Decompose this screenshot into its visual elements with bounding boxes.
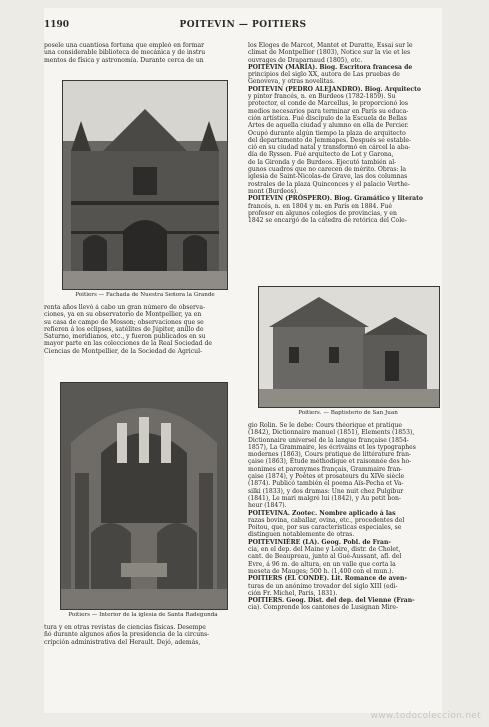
church-interior-illustration — [61, 383, 227, 609]
text-line: Dictionnaire universel de la langue française (1854- — [248, 436, 409, 444]
text-line: profesor en algunos colegios de provincias, y en — [248, 209, 397, 217]
text-line: POITEVINIÈRE (LA). Geog. Pobl. de Fran- — [248, 538, 391, 546]
text-line: Evre, á 96 m. de altura, en un valle que corta la — [248, 560, 396, 568]
text-line: ñó durante algunos años la presidencia de la circuns- — [44, 631, 210, 639]
figure-baptistery-photo — [258, 286, 440, 408]
text-line: meseta de Mauges; 500 h. (1,400 con el mun.). — [248, 567, 394, 575]
text-line: (1842), Dictionnaire manuel (1851), Elements (1853), — [248, 429, 415, 437]
text-line: climat de Montpellier (1803), Notice sur la vie et les — [248, 49, 411, 57]
right-column-bottom-text — [248, 422, 442, 614]
text-line: modernes (1863), Cours pratique de littérature fran- — [248, 451, 412, 459]
text-line: POITEVIN (MARÍA). Biog. Escritora francesa de — [248, 63, 413, 71]
left-column-middle-text — [44, 304, 240, 358]
baptistery-illustration — [259, 287, 439, 407]
text-line: cant. de Beaupreau, junto al Gué-Aussant, afl. del — [248, 553, 402, 561]
text-line: los Eloges de Marcot, Mantet et Duratte, Essai sur le — [248, 42, 413, 49]
text-line: mont (Burdeos). — [248, 187, 299, 195]
text-line: Artes de aquella ciudad y alumno en ella de Percier. — [248, 122, 409, 130]
text-line: razas bovina, caballar, ovina, etc., procedentes del — [248, 516, 405, 524]
text-line: 1857), La Grammaire, les écrivains et les typographes — [248, 443, 416, 451]
text-line: distinguen notablemente de otras. — [248, 531, 355, 539]
text-line: (1874). Publicó también el poema Aïs-Pecha et Va- — [248, 480, 404, 488]
text-line: posele una cuantiosa fortuna que empleó en formar — [44, 42, 205, 49]
text-line: (1841), Le mari malgré lui (1842), y Au petit bon- — [248, 494, 402, 502]
text-line: ción artística. Fué discípulo de la Escuela de Bellas — [248, 114, 407, 122]
text-line: POITEVIN (PRÓSPERO). Biog. Gramático y literato — [248, 195, 423, 203]
text-line: ouvrages de Draparnaud (1805), etc. — [248, 56, 363, 64]
text-line: turas de un anónimo trovador del siglo XIII (edi- — [248, 582, 398, 590]
text-line: Genoveva, y otras novelitas. — [248, 78, 335, 86]
text-line: POITIERS (EL CONDE). Lit. Romance de aven- — [248, 575, 407, 583]
text-line: cia). Comprende los cantones de Lusignan Mire- — [248, 604, 399, 612]
figure-baptistery-caption: Poitiers. — Baptisterio de San Juan — [298, 410, 398, 416]
figure-facade-photo — [62, 80, 228, 290]
text-line: iglesia de Saint-Nicolas-de Grave, las dos columnas — [248, 173, 408, 181]
text-line: y pintor francés, n. en Burdeos (1782-1859). Su — [248, 93, 396, 101]
church-facade-illustration — [63, 81, 227, 289]
page-number: 1190 — [44, 20, 70, 30]
text-line: ció en su ciudad natal y transformó en cárcel la aba- — [248, 144, 411, 152]
text-line: cripción administrativa del Herault. Dejó, además, — [44, 638, 201, 646]
text-line: Poitou, que, por sus características especiales, se — [248, 524, 402, 532]
text-line: de la Gironda y de Burdeos. Ejecutó también al- — [248, 158, 397, 166]
text-line: POITIERS. Geog. Dist. del dep. del Vienne (Fran- — [248, 597, 415, 605]
text-line: gio Rolin. Se le debe: Cours théorique et pratique — [248, 422, 403, 429]
page-header — [44, 20, 442, 34]
dictionary-page — [44, 8, 442, 713]
text-line: çaise (1863), Étude méthodique et raisonnée des ho- — [248, 458, 412, 466]
figure-facade-caption: Poitiers — Fachada de Nuestra Señora la Grande — [75, 292, 215, 298]
text-line: del departamento de Jemmapes. Después se estable- — [248, 136, 412, 144]
text-line: francés, n. en 1804 y m. en París en 1884. Fué — [248, 202, 392, 210]
text-line: Saturno, meridianos, etc., y fueron publicados en su — [44, 333, 206, 341]
left-column-bottom-text — [44, 624, 240, 648]
text-line: mentos de física y astronomía. Durante cerca de un — [44, 56, 204, 64]
text-line: cia, en el dep. del Maine y Loire, distr. de Cholet, — [248, 546, 401, 554]
text-line: 1842 se encargó de la cátedra de retórica del Cole- — [248, 217, 407, 225]
figure-interior-caption: Poitiers — Interior de la iglesia de Santa Radegunda — [68, 612, 218, 618]
text-line: POITEVIN (PEDRO ALEJANDRO). Biog. Arquitecto — [248, 85, 421, 93]
watermark: www.todocoleccion.net — [370, 711, 481, 721]
text-line: ción Fr. Michel, París, 1831). — [248, 589, 338, 597]
text-line: día de Ryssen. Fué arquitecto de Lot y Garona, — [248, 151, 394, 159]
text-line: silki (1833), y dos dramas: Une nuit chez Pulgibur — [248, 487, 404, 495]
left-column-top-text — [44, 42, 240, 66]
text-line: una considerable biblioteca de mecánica y de instru — [44, 49, 206, 57]
text-line: rostrales de la plaza Quinconces y el palacio Verthe- — [248, 180, 410, 188]
text-line: medios necesarios para terminar en París su educa- — [248, 107, 409, 115]
text-line: renta años llevó á cabo un gran número de observa- — [44, 304, 206, 311]
page-running-title: POITEVIN — POITIERS — [179, 20, 307, 30]
text-line: Ciencias de Montpellier, de la Sociedad de Agricul- — [44, 347, 203, 355]
text-line: gunos cuadros que no carecen de mérito. Obras: la — [248, 166, 407, 174]
text-line: Ocupó durante algún tiempo la plaza de arquitecto — [248, 129, 406, 137]
text-line: monimes et paronymes français, Grammaire fran- — [248, 465, 403, 473]
text-line: su casa de campo de Mosson; observaciones que se — [44, 318, 204, 326]
text-line: refieren á los eclipses, satélites de Júpiter, anillo de — [44, 325, 204, 333]
right-column-top-text — [248, 42, 442, 226]
text-line: çaise (1874), y Poètes et prosateurs du XIVe siècle — [248, 473, 405, 481]
text-line: tura y en otras revistas de ciencias físicas. Desempe — [44, 624, 206, 631]
text-line: mayor parte en las colecciones de la Real Sociedad de — [44, 340, 212, 348]
text-line: protector, el conde de Marcellus, le proporcionó los — [248, 100, 408, 108]
text-line: heur (1847). — [248, 502, 287, 510]
text-line: POITEVINA. Zootec. Nombre aplicado á las — [248, 509, 396, 517]
text-line: principios del siglo XX, autora de Las pruebas de — [248, 71, 400, 79]
figure-interior-photo — [60, 382, 228, 610]
text-line: ciones, ya en su observatorio de Montpellier, ya en — [44, 311, 202, 319]
